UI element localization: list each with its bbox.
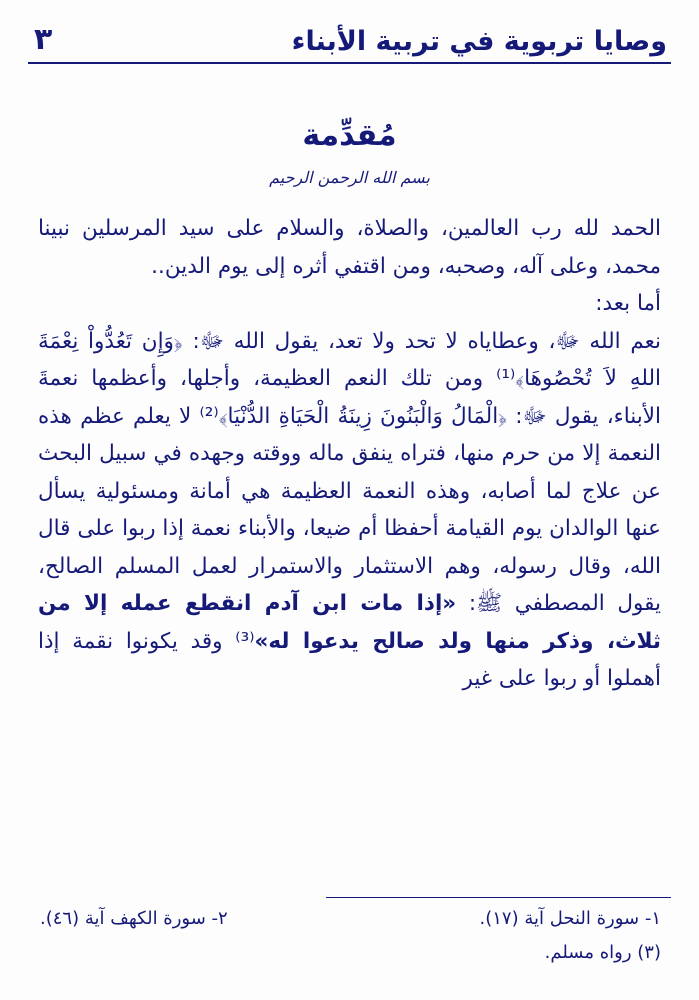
footnote-2: ٢- سورة الكهف آية (٤٦). (40, 908, 228, 929)
basmala-calligraphy: بسم الله الرحمن الرحيم (269, 168, 430, 187)
footnote-3: (٣) رواه مسلم. (544, 942, 661, 963)
paragraph-main (38, 323, 661, 698)
page-number: ٣ (34, 22, 53, 57)
hadith-quote: «إذا مات ابن آدم انقطع عمله إلا من ثلاث، وذكر منها ولد صالح يدعوا له» (38, 591, 661, 654)
book-title: وصايا تربوية في تربية الأبناء (291, 26, 667, 57)
footnote-1: ١- سورة النحل آية (١٧). (479, 908, 661, 929)
paragraph-amma-baad: أما بعد: (595, 291, 661, 316)
section-heading: مُقدِّمة (302, 118, 397, 153)
footnote-separator (326, 897, 671, 898)
paragraph-main-text: نعم الله ﷻ، وعطاياه لا تحد ولا تعد، يقول الله ﷻ: ﴿وَإِن تَعُدُّواْ نِعْمَةَ اللهِ لاَ تُحْصُوهَا﴾⁽¹⁾ ومن تلك النعم العظيمة، وأجلها، وأعظمها نعمةَ الأبناء، يقول ﷻ: ﴿الْمَالُ وَالْبَنُونَ زِينَةُ الْحَيَاةِ الدُّنْيَا﴾⁽²⁾ لا يعلم عظم هذه النعمة إلا من حرم منها، فتراه ينفق ماله ووقته وجهده في سبيل البحث عن علاج لما أصابه، وهذه النعمة العظيمة هي أمانة ومسئولية يسأل عنها الوالدان يوم القيامة أحفظا أم ضيعا، والأبناء نعمة إذا ربوا على قال الله، وقال رسوله، وهم الاستثمار والاستمرار لعمل المسلم الصالح، يقول المصطفي ﷺ: (38, 328, 662, 616)
paragraph-main-tail: ⁽³⁾ وقد يكونوا نقمة إذا أهملوا أو ربوا على غير (38, 628, 661, 691)
body-text (38, 210, 661, 698)
paragraph-opening: الحمد لله رب العالمين، والصلاة، والسلام على سيد المرسلين نبينا محمد، وعلى آله، وصحبه، ومن اقتفي أثره إلى يوم الدين.. (38, 216, 661, 279)
running-header (28, 22, 671, 64)
